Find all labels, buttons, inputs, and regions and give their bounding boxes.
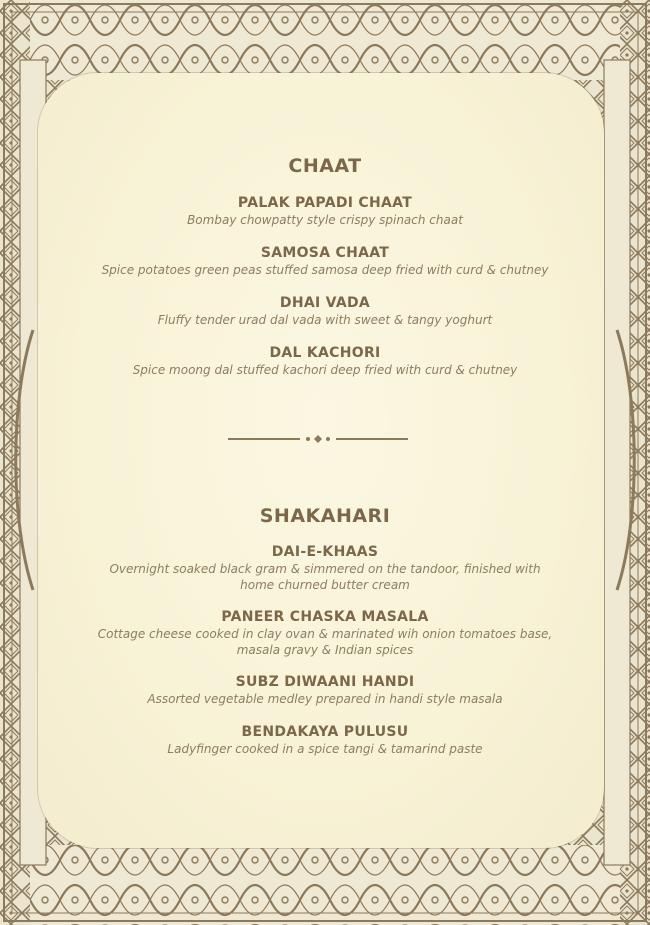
menu-item [0,608,650,658]
ornamental-divider [228,432,408,446]
menu-item [0,673,650,707]
section-title-shakahari: SHAKAHARI [259,505,391,527]
menu-item [0,244,650,278]
menu-item-description: masala gravy & Indian spices [236,643,414,657]
menu-item-name: DHAI VADA [279,295,371,311]
menu-item-name: BENDAKAYA PULUSU [241,724,409,740]
menu-item-description: home churned butter cream [240,578,410,592]
menu-item [0,344,650,378]
menu-item-name: DAI-E-KHAAS [271,544,379,560]
menu-item-name: PALAK PAPADI CHAAT [237,195,413,211]
menu-item [0,194,650,228]
menu-item [0,723,650,757]
menu-item-description: Assorted vegetable medley prepared in handi style masala [147,692,503,706]
menu-item-description: Fluffy tender urad dal vada with sweet & tangy yoghurt [157,313,493,327]
section-title-chaat: CHAAT [288,155,362,177]
menu-item-description: Spice moong dal stuffed kachori deep fried with curd & chutney [132,363,518,377]
menu-item-name: SUBZ DIWAANI HANDI [235,674,415,690]
menu-item-name: DAL KACHORI [269,345,381,361]
menu-item-name: PANEER CHASKA MASALA [221,609,429,625]
menu-item-description: Overnight soaked black gram & simmered on the tandoor, finished with [109,562,541,576]
menu-item-description: Spice potatoes green peas stuffed samosa deep fried with curd & chutney [101,263,549,277]
menu-item-description: Ladyfinger cooked in a spice tangi & tamarind paste [167,742,483,756]
menu-item [0,543,650,593]
menu-item-description: Bombay chowpatty style crispy spinach chaat [187,213,463,227]
menu-item-name: SAMOSA CHAAT [260,245,390,261]
menu-item-description: Cottage cheese cooked in clay ovan & marinated wih onion tomatoes base, [97,627,553,641]
menu-item [0,294,650,328]
